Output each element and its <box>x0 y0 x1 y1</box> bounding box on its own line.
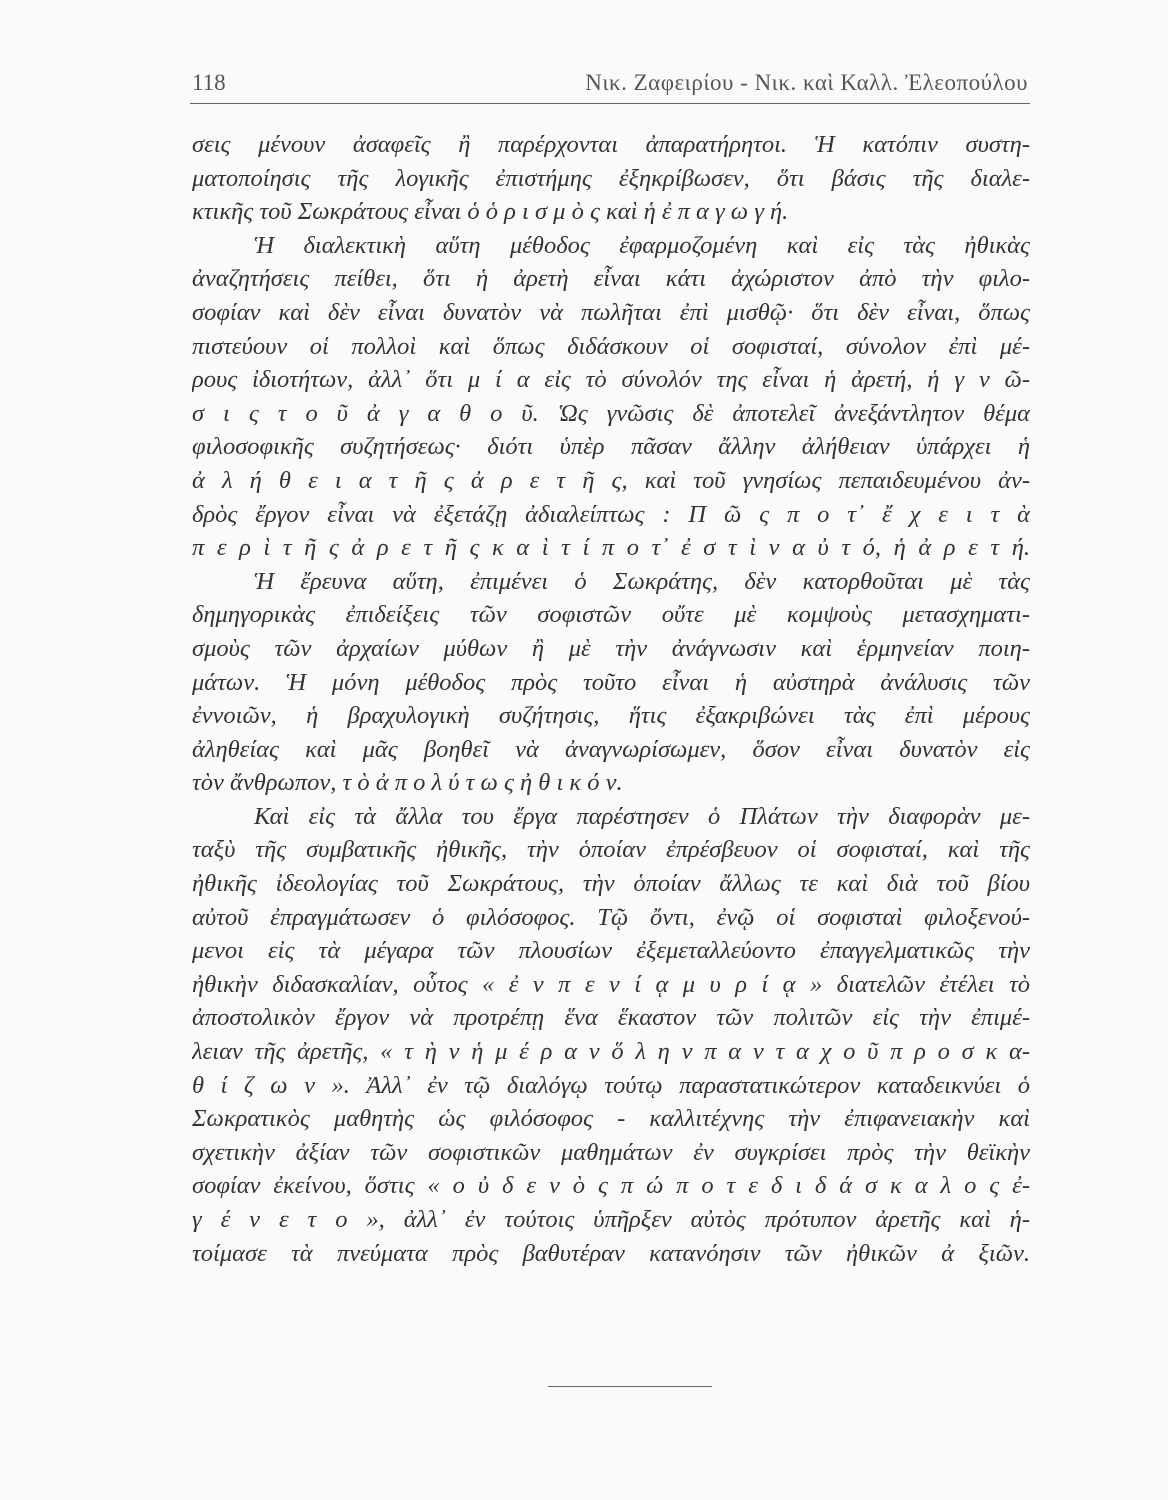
text-line: δημηγορικὰς ἐπιδείξεις τῶν σοφιστῶν οὔτε μὲ κομψοὺς μετασχηματι- <box>192 601 1030 629</box>
text-line: μάτων. Ἡ μόνη μέθοδος πρὸς τοῦτο εἶναι ἡ αὐστηρὰ ἀνάλυσις τῶν <box>192 668 1030 696</box>
text-line: ματοποίησις τῆς λογικῆς ἐπιστήμης ἐξηκρίβωσεν, ὅτι βάσις τῆς διαλε- <box>192 164 1030 192</box>
text-line: ἀποστολικὸν ἔργον νὰ προτρέπῃ ἕνα ἕκαστον τῶν πολιτῶν εἰς τὴν ἐπιμέ- <box>192 1004 1030 1032</box>
text-line: Σωκρατικὸς μαθητὴς ὡς φιλόσοφος - καλλιτέχνης τὴν ἐπιφανειακὴν καὶ <box>192 1105 1030 1133</box>
text-line: ἠθικὴν διδασκαλίαν, οὗτος « ἐ ν π ε ν ί ᾳ μ υ ρ ί ᾳ » διατελῶν ἐτέλει τὸ <box>192 970 1030 998</box>
text-line: Ἡ ἔρευνα αὕτη, ἐπιμένει ὁ Σωκράτης, δὲν κατορθοῦται μὲ τὰς <box>254 567 1030 595</box>
text-line: θ ί ζ ω ν ». Ἀλλ᾽ ἐν τῷ διαλόγῳ τούτῳ παραστατικώτερον καταδεικνύει ὁ <box>192 1071 1030 1099</box>
text-line: αὐτοῦ ἐπραγμάτωσεν ὁ φιλόσοφος. Τῷ ὄντι, ἐνῷ οἱ σοφισταὶ φιλοξενού- <box>192 903 1030 931</box>
text-line: ἠθικῆς ἰδεολογίας τοῦ Σωκράτους, τὴν ὁποίαν ἄλλως τε καὶ διὰ τοῦ βίου <box>192 870 1030 898</box>
text-line: φιλοσοφικῆς συζητήσεως· διότι ὑπὲρ πᾶσαν ἄλλην ἀλήθειαν ὑπάρχει ἡ <box>192 433 1030 461</box>
text-line: σ ι ς τ ο ῦ ἀ γ α θ ο ῦ. Ὡς γνῶσις δὲ ἀποτελεῖ ἀνεξάντλητον θέμα <box>192 399 1030 427</box>
text-line: Ἡ διαλεκτικὴ αὕτη μέθοδος ἐφαρμοζομένη καὶ εἰς τὰς ἠθικὰς <box>254 231 1030 259</box>
text-line: σοφίαν ἐκείνου, ὅστις « ο ὐ δ ε ν ὸ ς π ώ π ο τ ε δ ι δ ά σ κ α λ ο ς ἐ- <box>192 1172 1030 1200</box>
text-line: τὸν ἄνθρωπον, τ ὸ ἀ π ο λ ύ τ ω ς ἠ θ ι κ ό ν. <box>192 769 623 797</box>
text-line: ἀ λ ή θ ε ι α τ ῆ ς ἀ ρ ε τ ῆ ς, καὶ τοῦ γνησίως πεπαιδευμένου ἀν- <box>192 466 1030 494</box>
body-text <box>192 128 1030 1270</box>
text-line: λειαν τῆς ἀρετῆς, « τ ὴ ν ἡ μ έ ρ α ν ὅ λ η ν π α ν τ α χ ο ῦ π ρ ο σ κ α- <box>192 1038 1030 1066</box>
text-line: ταξὺ τῆς συμβατικῆς ἠθικῆς, τὴν ὁποίαν ἐπρέσβευον οἱ σοφισταί, καὶ τῆς <box>192 836 1030 864</box>
text-line: πιστεύουν οἱ πολλοὶ καὶ ὅπως διδάσκουν οἱ σοφισταί, σύνολον ἐπὶ μέ- <box>192 332 1030 360</box>
text-line: γ έ ν ε τ ο », ἀλλ᾽ ἐν τούτοις ὑπῆρξεν αὐτὸς πρότυπον ἀρετῆς καὶ ἡ- <box>192 1206 1030 1233</box>
text-line: δρὸς ἔργον εἶναι νὰ ἐξετάζῃ ἀδιαλείπτως : Π ῶ ς π ο τ᾽ ἔ χ ε ι τ ὰ <box>192 500 1030 528</box>
text-line: κτικῆς τοῦ Σωκράτους εἶναι ὁ ὁ ρ ι σ μ ὸ ς καὶ ἡ ἐ π α γ ω γ ή. <box>192 198 789 226</box>
text-line: σοφίαν καὶ δὲν εἶναι δυνατὸν νὰ πωλῆται ἐπὶ μισθῷ· ὅτι δὲν εἶναι, ὅπως <box>192 298 1030 326</box>
footnote-rule <box>548 1386 712 1387</box>
page-number: 118 <box>192 70 226 95</box>
page-header <box>192 70 1028 106</box>
text-line: ἀναζητήσεις πείθει, ὅτι ἡ ἀρετὴ εἶναι κάτι ἀχώριστον ἀπὸ τὴν φιλο- <box>192 265 1030 293</box>
text-line: π ε ρ ὶ τ ῆ ς ἀ ρ ε τ ῆ ς κ α ὶ τ ί π ο τ᾽ ἐ σ τ ὶ ν α ὐ τ ό, ἡ ἀ ρ ε τ ή. <box>192 534 1030 562</box>
running-head: Νικ. Ζαφειρίου - Νικ. καὶ Καλλ. Ἐλεοπούλου <box>585 70 1028 95</box>
text-line: ἀληθείας καὶ μᾶς βοηθεῖ νὰ ἀναγνωρίσωμεν, ὅσον εἶναι δυνατὸν εἰς <box>192 735 1030 763</box>
text-line: σχετικὴν ἀξίαν τῶν σοφιστικῶν μαθημάτων ἐν συγκρίσει πρὸς τὴν θεϊκὴν <box>192 1138 1030 1166</box>
text-line: μενοι εἰς τὰ μέγαρα τῶν πλουσίων ἐξεμεταλλεύοντο ἐπαγγελματικῶς τὴν <box>192 937 1030 965</box>
text-line: ἐννοιῶν, ἡ βραχυλογικὴ συζήτησις, ἥτις ἐξακριβώνει τὰς ἐπὶ μέρους <box>192 702 1030 730</box>
text-line: σεις μένουν ἀσαφεῖς ἢ παρέρχονται ἀπαρατήρητοι. Ἡ κατόπιν συστη- <box>192 131 1030 158</box>
text-line: ρους ἰδιοτήτων, ἀλλ᾽ ὅτι μ ί α εἰς τὸ σύνολόν της εἶναι ἡ ἀρετή, ἡ γ ν ῶ- <box>192 366 1030 394</box>
text-line: Καὶ εἰς τὰ ἄλλα του ἔργα παρέστησεν ὁ Πλάτων τὴν διαφορὰν με- <box>254 802 1030 830</box>
header-rule <box>190 103 1030 104</box>
text-line: τοίμασε τὰ πνεύματα πρὸς βαθυτέραν κατανόησιν τῶν ἠθικῶν ἀ ξιῶν. <box>192 1239 1030 1267</box>
text-line: σμοὺς τῶν ἀρχαίων μύθων ἢ μὲ τὴν ἀνάγνωσιν καὶ ἑρμηνείαν ποιη- <box>192 634 1030 662</box>
